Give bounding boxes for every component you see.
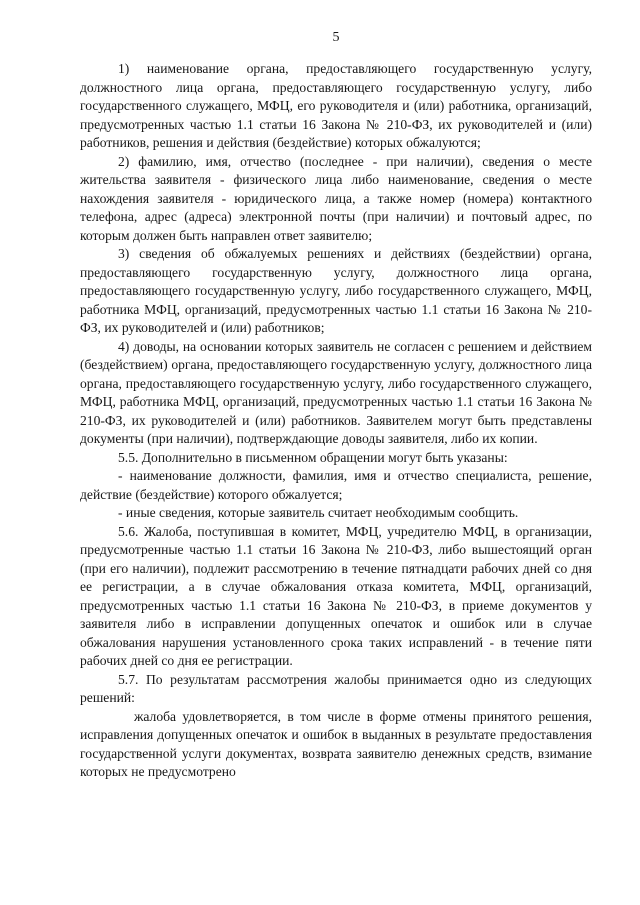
paragraph-5-7-satisfied: жалоба удовлетворяется, в том числе в форме отмены принятого решения, исправления допущенных опечаток и ошибок в выданных в результате предоставления государственной услуги документах, возврата заявителю денежных средств, взимание которых не предусмотрено (80, 708, 592, 779)
paragraph-item-2: 2) фамилию, имя, отчество (последнее - при наличии), сведения о месте жительства заявителя - физического лица либо наименование, сведения о месте нахождения заявителя - юридического лица, а также номер (номера) контактного телефона, адрес (адреса) электронной почты (при наличии) и почтовый адрес, по которым должен быть направлен ответ заявителю; (80, 153, 592, 243)
paragraph-5-5-position: - наименование должности, фамилия, имя и отчество специалиста, решение, действие (бездействие) которого обжалуется; (80, 468, 592, 502)
paragraph-5-6: 5.6. Жалоба, поступившая в комитет, МФЦ, учредителю МФЦ, в организации, предусмотренные частью 1.1 статьи 16 Закона № 210-ФЗ, либо вышестоящий орган (при его наличии), подлежит рассмотрению в течение пятнадцати рабочих дней со дня ее регистрации, а в случае обжалования отказа комитета, МФЦ, организаций, предусмотренных частью 1.1 статьи 16 Закона № 210-ФЗ, в приеме документов у заявителя либо в исправлении допущенных опечаток и ошибок или в случае обжалования нарушения установленного срока таких исправлений - в течение пяти рабочих дней со дня ее регистрации. (80, 523, 592, 668)
paragraph-item-3: 3) сведения об обжалуемых решениях и действиях (бездействии) органа, предоставляющего государственную услугу, должностного лица органа, предоставляющего государственную услугу, либо государственного служащего, МФЦ, работника МФЦ, организаций, предусмотренных частью 1.1 статьи 16 Закона № 210-ФЗ, их руководителей и (или) работников; (80, 246, 592, 335)
paragraph-5-7: 5.7. По результатам рассмотрения жалобы принимается одно из следующих решений: (80, 671, 592, 705)
paragraph-5-5: 5.5. Дополнительно в письменном обращении могут быть указаны: (118, 449, 508, 465)
paragraph-5-5-other: - иные сведения, которые заявитель считает необходимым сообщить. (118, 505, 519, 520)
paragraph-item-4: 4) доводы, на основании которых заявитель не согласен с решением и действием (бездействием) органа, предоставляющего государственную услугу, должностного лица органа, предоставляющего государственную услугу, либо государственного служащего, МФЦ, работника МФЦ, организаций, предусмотренных частью 1.1 статьи 16 Закона № 210-ФЗ, их руководителей и (или) работников. Заявителем могут быть представлены документы (при наличии), подтверждающие доводы заявителя, либо их копии. (80, 338, 592, 446)
page-number: 5 (332, 30, 340, 45)
paragraph-item-1: 1) наименование органа, предоставляющего государственную услугу, должностного лица органа, предоставляющего государственную услугу, либо государственного служащего, МФЦ, его руководителя и (или) работника, организаций, предусмотренных частью 1.1 статьи 16 Закона № 210-ФЗ, их руководителей и (или) работников, решения и действия (бездействие) которых обжалуются; (80, 61, 592, 150)
